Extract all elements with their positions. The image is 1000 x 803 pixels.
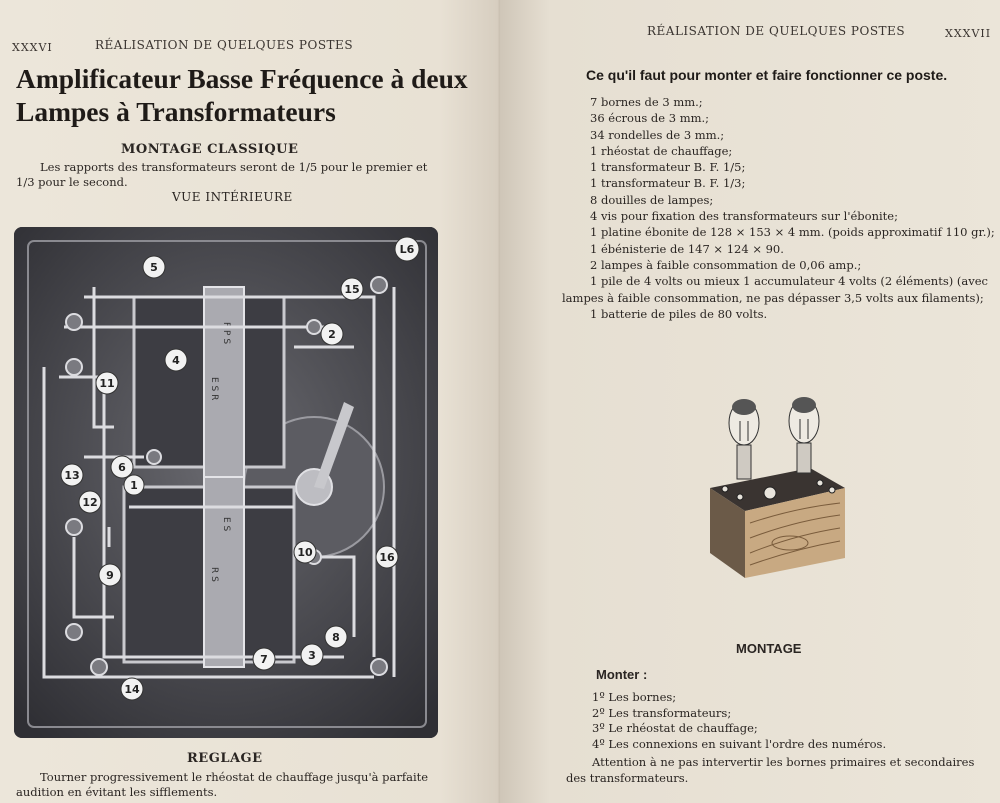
list-item: 1 rhéostat de chauffage; <box>590 143 733 158</box>
attention-note: Attention à ne pas intervertir les bornes primaires et secondaires des transformateurs. <box>566 755 975 785</box>
svg-text:9: 9 <box>106 569 114 582</box>
label-4 <box>165 349 187 371</box>
page-number-right: XXXVII <box>945 27 992 40</box>
list-item: 36 écrous de 3 mm.; <box>590 111 710 126</box>
label-11 <box>96 372 118 394</box>
running-head: RÉALISATION DE QUELQUES POSTES <box>95 38 354 52</box>
label-7 <box>253 648 275 670</box>
reglage-paragraph: Tourner progressivement le rhéostat de chauffage jusqu'à parfaite audition en évitant les sifflements. <box>16 770 429 799</box>
running-head-right: RÉALISATION DE QUELQUES POSTES <box>647 24 906 38</box>
label-15 <box>341 278 363 300</box>
list-item: 4º Les connexions en suivant l'ordre des numéros. <box>592 736 887 751</box>
list-item: 1 platine ébonite de 128 × 153 × 4 mm. (poids approximatif 110 gr.); <box>590 225 995 240</box>
list-item: 4 vis pour fixation des transformateurs sur l'ébonite; <box>590 209 898 224</box>
section-heading-reglage: REGLAGE <box>187 751 263 766</box>
label-12 <box>79 491 101 513</box>
label-2 <box>321 323 343 345</box>
svg-text:3: 3 <box>308 649 316 662</box>
section-heading-montage: MONTAGE <box>736 641 802 656</box>
transformer-mark-4: R S <box>209 567 219 582</box>
label-6 <box>111 456 133 478</box>
svg-text:15: 15 <box>344 283 360 296</box>
label-1 <box>124 475 144 495</box>
svg-text:L6: L6 <box>399 243 415 256</box>
section-heading-montage-classique: MONTAGE CLASSIQUE <box>121 142 299 157</box>
svg-text:13: 13 <box>64 469 80 482</box>
list-item: 1 pile de 4 volts ou mieux 1 accumulateur 4 volts (2 éléments) (avec <box>590 274 988 289</box>
list-item: 1 batterie de piles de 80 volts. <box>590 306 768 321</box>
list-item: 8 douilles de lampes; <box>590 192 714 207</box>
label-3 <box>301 644 323 666</box>
label-16 <box>376 546 398 568</box>
amplifier-illustration <box>700 393 850 583</box>
valve-1 <box>729 399 759 479</box>
list-item: 1 transformateur B. F. 1/5; <box>590 160 746 175</box>
svg-text:4: 4 <box>172 354 180 367</box>
svg-text:2: 2 <box>328 328 336 341</box>
svg-text:16: 16 <box>379 551 395 564</box>
list-item: 1 ébénisterie de 147 × 124 × 90. <box>590 241 784 256</box>
transformer-mark-1: F P S <box>221 322 231 345</box>
svg-text:5: 5 <box>150 261 158 274</box>
label-L6 <box>395 237 419 261</box>
requirements-title: Ce qu'il faut pour monter et faire fonctionner ce poste. <box>586 67 948 83</box>
monter-label: Monter : <box>596 667 648 682</box>
svg-text:7: 7 <box>260 653 268 666</box>
transformer-mark-3: E S <box>221 517 231 532</box>
valve-2 <box>789 397 819 473</box>
svg-text:12: 12 <box>82 496 98 509</box>
figure-caption: VUE INTÉRIEURE <box>172 190 293 204</box>
list-item: 2 lampes à faible consommation de 0,06 amp.; <box>590 257 862 272</box>
svg-text:1: 1 <box>130 479 138 492</box>
svg-text:8: 8 <box>332 631 340 644</box>
list-item-continuation: lampes à faible consommation, ne pas dépasser 3,5 volts aux filaments); <box>562 290 984 305</box>
label-14 <box>121 678 143 700</box>
label-5 <box>143 256 165 278</box>
list-item: 2º Les transformateurs; <box>592 705 732 720</box>
label-9 <box>99 564 121 586</box>
list-item: 7 bornes de 3 mm.; <box>590 95 703 109</box>
requirements-list <box>562 94 995 322</box>
assembly-steps <box>592 690 886 752</box>
page-number: XXXVI <box>12 41 53 54</box>
list-item: 3º Le rhéostat de chauffage; <box>592 721 758 736</box>
list-item: 1 transformateur B. F. 1/3; <box>590 176 746 191</box>
label-13 <box>61 464 83 486</box>
list-item: 34 rondelles de 3 mm.; <box>590 127 725 142</box>
list-item: 1º Les bornes; <box>592 690 677 704</box>
svg-text:6: 6 <box>118 461 126 474</box>
wiring-diagram <box>14 227 438 738</box>
svg-text:10: 10 <box>297 546 313 559</box>
svg-text:11: 11 <box>99 377 115 390</box>
label-8 <box>325 626 347 648</box>
interior-view-photo <box>14 227 438 738</box>
montage-paragraph: Les rapports des transformateurs seront de 1/5 pour le premier et 1/3 pour le second. <box>16 160 428 189</box>
label-10 <box>294 541 316 563</box>
svg-text:14: 14 <box>124 683 140 696</box>
transformer-mark-2: E S R <box>209 377 219 401</box>
page-title: Amplificateur Basse Fréquence à deux Lampes à Transformateurs <box>16 63 468 127</box>
